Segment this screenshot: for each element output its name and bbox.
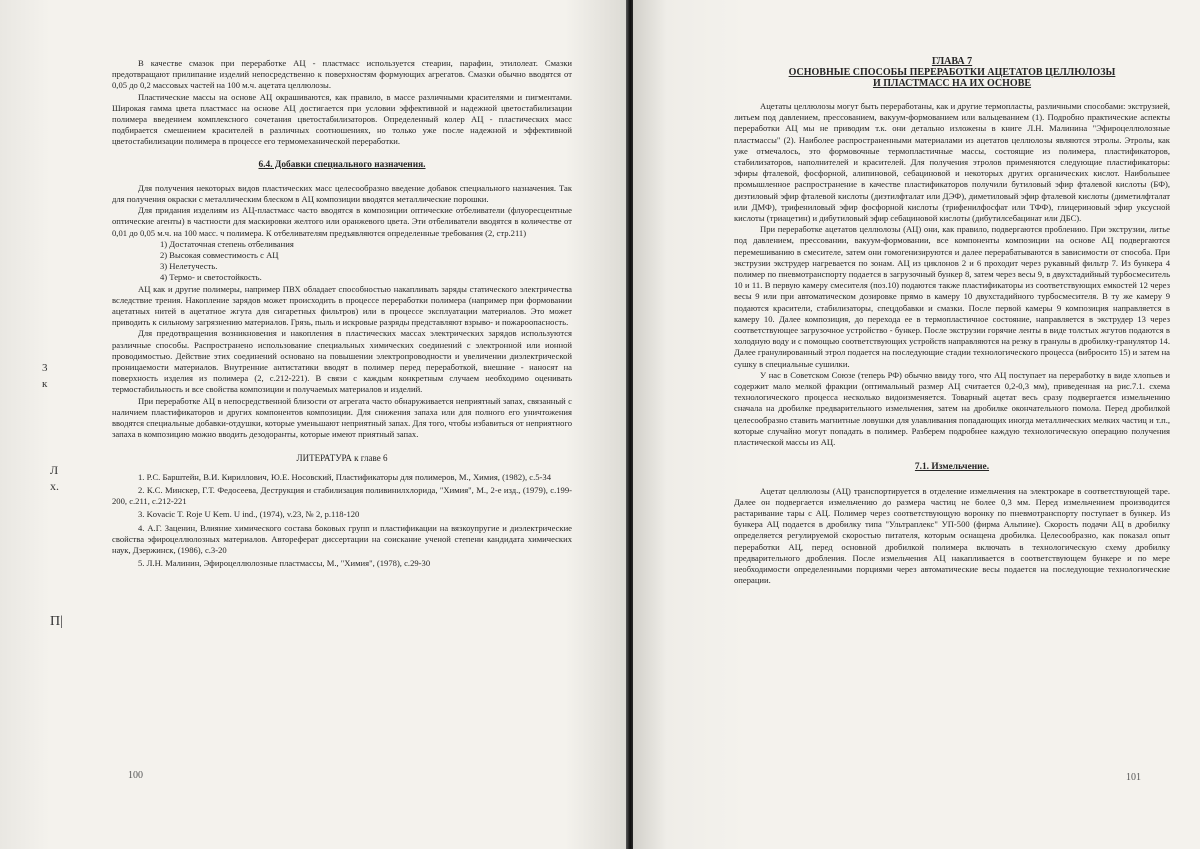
- list-item: 2) Высокая совместимость с АЦ: [160, 250, 279, 261]
- reference-item: 3. Kovacic T. Roje U Kem. U ind., (1974), v.23, № 2, p.118-120: [138, 509, 360, 520]
- margin-note: 3: [42, 362, 48, 374]
- reference-item: 1. Р.С. Барштейн, В.И. Кириллович, Ю.Е. Носовский, Пластификаторы для полимеров, М., Химия, (1982), с.5-34: [138, 471, 551, 482]
- list-item: 1) Достаточная степень отбеливания: [160, 238, 294, 249]
- paragraph: Ацетат целлюлозы (АЦ) транспортируется в отделение измельчения на электрокаре в соответствующей таре. Далее он подвергается измельчению до размера частиц не более 0,3 мм. Перед измельчением производится растаривание тары с АЦ. Полимер через соответствующую воронку по пневмотранспорту поступает в бункер. Из бункера АЦ подается в дробилку типа "Ультраплекс" УП-500 (фирма Альпине). Скорость подачи АЦ в дробилку определяется регулируемой скоростью питателя, которым оснащена дробилка. Целесообразно, как показал опыт переработки АЦ, перед основной дробилкой полимера включать в технологическую схему дробилку предварительного дробления. После измельчения АЦ накапливается в соответствующем бункере и по мере необходимости определенными порциями через автоматические весы подается на последующие технологические операции.: [734, 485, 1170, 586]
- paragraph: АЦ как и другие полимеры, например ПВХ обладает способностью накапливать заряды статического электричества вследствие трения. Накопление зарядов может происходить в процессе переработки полимера (например при формовании ацетатных нитей в ацетатное жгута для сигаретных фильтров) или в процессе эксплуатации материалов. Это может приводить к сильному загрязнению материалов. Грязь, пыль и искровые разряды представляют взрыво- и пожароопасность.: [112, 283, 572, 328]
- paragraph: Для предотвращения возникновения и накопления в пластических массах электрических зарядов используются различные способы. Распространено использование специальных химических соединений с электронной или ионной проводимостью. Действие этих соединений основано на повышении электропроводности и увеличении диэлектрической проницаемости материалов. Внутренние антистатики вводят в полимер перед переработкой, внешние - наносят на поверхность изделия из полимера (2, с.212-221). В связи с каждым конкретным случаем необходимо оценивать термостабильность и все свойства композиции и получаемых материалов и изделий.: [112, 328, 572, 395]
- chapter-label: ГЛАВА 7: [931, 56, 973, 67]
- chapter-title-line: И ПЛАСТМАСС НА ИХ ОСНОВЕ: [872, 78, 1032, 89]
- paragraph: При переработке АЦ в непосредственной близости от агрегата часто обнаруживается неприятный запах, связанный с наличием пластификаторов и других компонентов композиции. Для снижения запаха или для полного его уничтожения вводятся специальные добавки-отдушки, которые уменьшают неприятный запах. Для того, чтобы избавиться от неприятного запаха в композицию можно вводить дезодоранты, которые имеют приятный запах.: [112, 395, 572, 440]
- right-page: [633, 0, 1200, 849]
- reference-item: 2. К.С. Минскер, Г.Т. Федосеева, Деструкция и стабилизация поливинилхлорида, "Химия", М., 2-е изд., (1979), с.199-200, с.211, с.212-221: [112, 484, 572, 507]
- right-text-column: [734, 56, 1170, 586]
- reference-item: 5. Л.Н. Малинин, Эфироцеллюлозные пластмассы, М., "Химия", (1978), с.29-30: [138, 558, 431, 569]
- section-title: 6.4. Добавки специального назначения.: [258, 159, 426, 170]
- paragraph: Пластические массы на основе АЦ окрашиваются, как правило, в массе различными красителями и пигментами. Широкая гамма цвета пластмасс на основе АЦ достигается при условии эффективной и надежной цветостабилизации полимера введением комплексного сочетания цветостабилизаторов. Определенный колер АЦ - пластических масс подбирается смешением красителей в различных соотношениях, но только уже после надежной и эффективной цветостабилизации полимера в процессе его термомеханической переработки.: [112, 91, 572, 147]
- page-number: 100: [128, 770, 143, 781]
- subsection-title: 7.1. Измельчение.: [914, 462, 990, 473]
- chapter-heading: [734, 56, 1170, 89]
- paragraph: При переработке ацетатов целлюлозы (АЦ) они, как правило, подвергаются проблению. При экструзии, литье под давлением, прессовании, вакуум-формовании, все компоненты композиции на основе АЦ подвергаются перемешиванию в смесителе, затем они гомогенизируются и далее перерабатываются в зависимости от способа. При экструзии экструдер нагревается по зонам. АЦ из циклонов 2 и 6 проходит через рукавный фильтр 7. Из бункера 4 полимер по пневмотранспорту подается в загрузочный бункер 8, затем через весы 9, в двухстадийный турбосмеситель 10 и 11. В первую камеру смесителя (поз.10) подаются также пластификаторы из соответствующих емкостей 12 через весы 9 или при автоматическом дозировке прямо в камеру 10 двухстадийного турбосмесителя. В ту же камеру 9 подаются красители, стабилизаторы, спецдобавки и смазки. После первой камеры 9 композиция направляется в камеру 10. Далее композиция, до перехода ее в термопластичное состояние, направляется в экструдер 13 через соответствующее загрузочное устройство - бункер. После экструзии горячие ленты в виде толстых жгутов подаются в холодную воду и с помощью соответствующих устройств направляются на резку в гранулы в дробилку-гранулятор 14. Далее гранулированный этрол подается на последующие стадии технологического процесса (вибросито 15) и затем на сушку в специальные сушилки.: [734, 224, 1170, 369]
- paragraph: В качестве смазок при переработке АЦ - пластмасс используется стеарин, парафин, этилолеат. Смазки предотвращают прилипание изделий непосредственно к поверхностям формующих агрегатов. Смазки обычно вводятся от 0,05 до 0,2 массовых частей на 100 м.ч. ацетата целлюлозы.: [112, 58, 572, 91]
- paragraph: Ацетаты целлюлозы могут быть переработаны, как и другие термопласты, различными способами: экструзией, литьем под давлением, прессованием, вакуум-формованием или вальцеванием (1). Подробно практические аспекты переработки АЦ мы не приводим т.к. они детально изложены в книге Л.Н. Малинина "Эфироцеллюлозные пластмассы" (2). Наиболее распространенными материалами из ацетатов целлюлозы являются этролы. Этролы, как уже отмечалось, это формовочные термопластичные массы, состоящие из полимера, пластификаторов, стабилизаторов, наполнителей и красителей. Для получения этролов применяются следующие пластификаторы: эфиры фталевой, фосфорной, алипиновой, себациновой и некоторых других органических кислот. Наибольшее промышленное распространение в качестве пластификаторов получили бутиловый эфир фталевой кислоты (БФ), диэтиловый эфир фталевой кислоты (диэтилфталат или ДЭФ), диметиловый эфир фталевой кислоты (диметилфталат или ДМФ), трифениловый эфир фосфорной кислоты (трифенилфосфат или ТФФ), глицериновый эфир уксусной кислоты (триацетин) и дибутиловый эфир себациновой кислоты (дибутилсебацинат или ДБС).: [734, 101, 1170, 224]
- margin-note: к: [42, 378, 48, 390]
- reference-item: 4. А.Г. Заценин, Влияние химического состава боковых групп и пластификации на вязкоупругие и диэлектрические свойства эфироцеллюлозных материалов. Автореферат диссертации на соискание ученой степени кандидата химических наук, Дзержинск, (1986), с.3-20: [112, 522, 572, 555]
- margin-note: х.: [50, 479, 59, 493]
- margin-note: П|: [50, 614, 63, 629]
- margin-note: Л: [50, 463, 59, 477]
- page-number: 101: [1126, 772, 1141, 783]
- list-item: 3) Нелетучесть.: [160, 261, 218, 272]
- paragraph: Для получения некоторых видов пластических масс целесообразно введение добавок специального назначения. Так для получения окраски с металлическим блеском в АЦ композиции вводятся металлические порошки.: [112, 182, 572, 205]
- left-text-column: [112, 58, 572, 571]
- list-item: 4) Термо- и светостойкость.: [160, 272, 262, 283]
- paragraph: У нас в Советском Союзе (теперь РФ) обычно ввиду того, что АЦ поступает на переработку в виде хлопьев и содержит мало мелкой фракции (оптимальный размер АЦ считается 0,2-0,3 мм), приведенная на рис.7.1. схема технологического процесса несколько видоизменяется. Товарный ацетат весь сразу подвергается измельчению сначала на дробилке предварительного измельчения, затем на дробилке окончательного помола. Перед дробилкой целесообразно ставить магнитные ловушки для улавливания попадающих иногда металлических мелких частиц и т.п., которые случайно могут попадать в полимер. Разберем подробнее каждую технологическую операцию получения пластической массы из АЦ.: [734, 369, 1170, 448]
- chapter-title-line: ОСНОВНЫЕ СПОСОБЫ ПЕРЕРАБОТКИ АЦЕТАТОВ ЦЕЛЛЮЛОЗЫ: [788, 67, 1116, 78]
- paragraph: Для придания изделиям из АЦ-пластмасс часто вводятся в композиции оптические отбеливатели (флуоресцентные оптические агенты) в частности для маскировки желтого или оранжевого цвета. Эти отбеливатели вводятся в количестве от 0,01 до 0,05 м.ч. на 100 масс. ч полимера. К отбеливателям предъявляются определенные требования (2, стр.211): [112, 205, 572, 238]
- references-title: ЛИТЕРАТУРА к главе 6: [296, 452, 388, 463]
